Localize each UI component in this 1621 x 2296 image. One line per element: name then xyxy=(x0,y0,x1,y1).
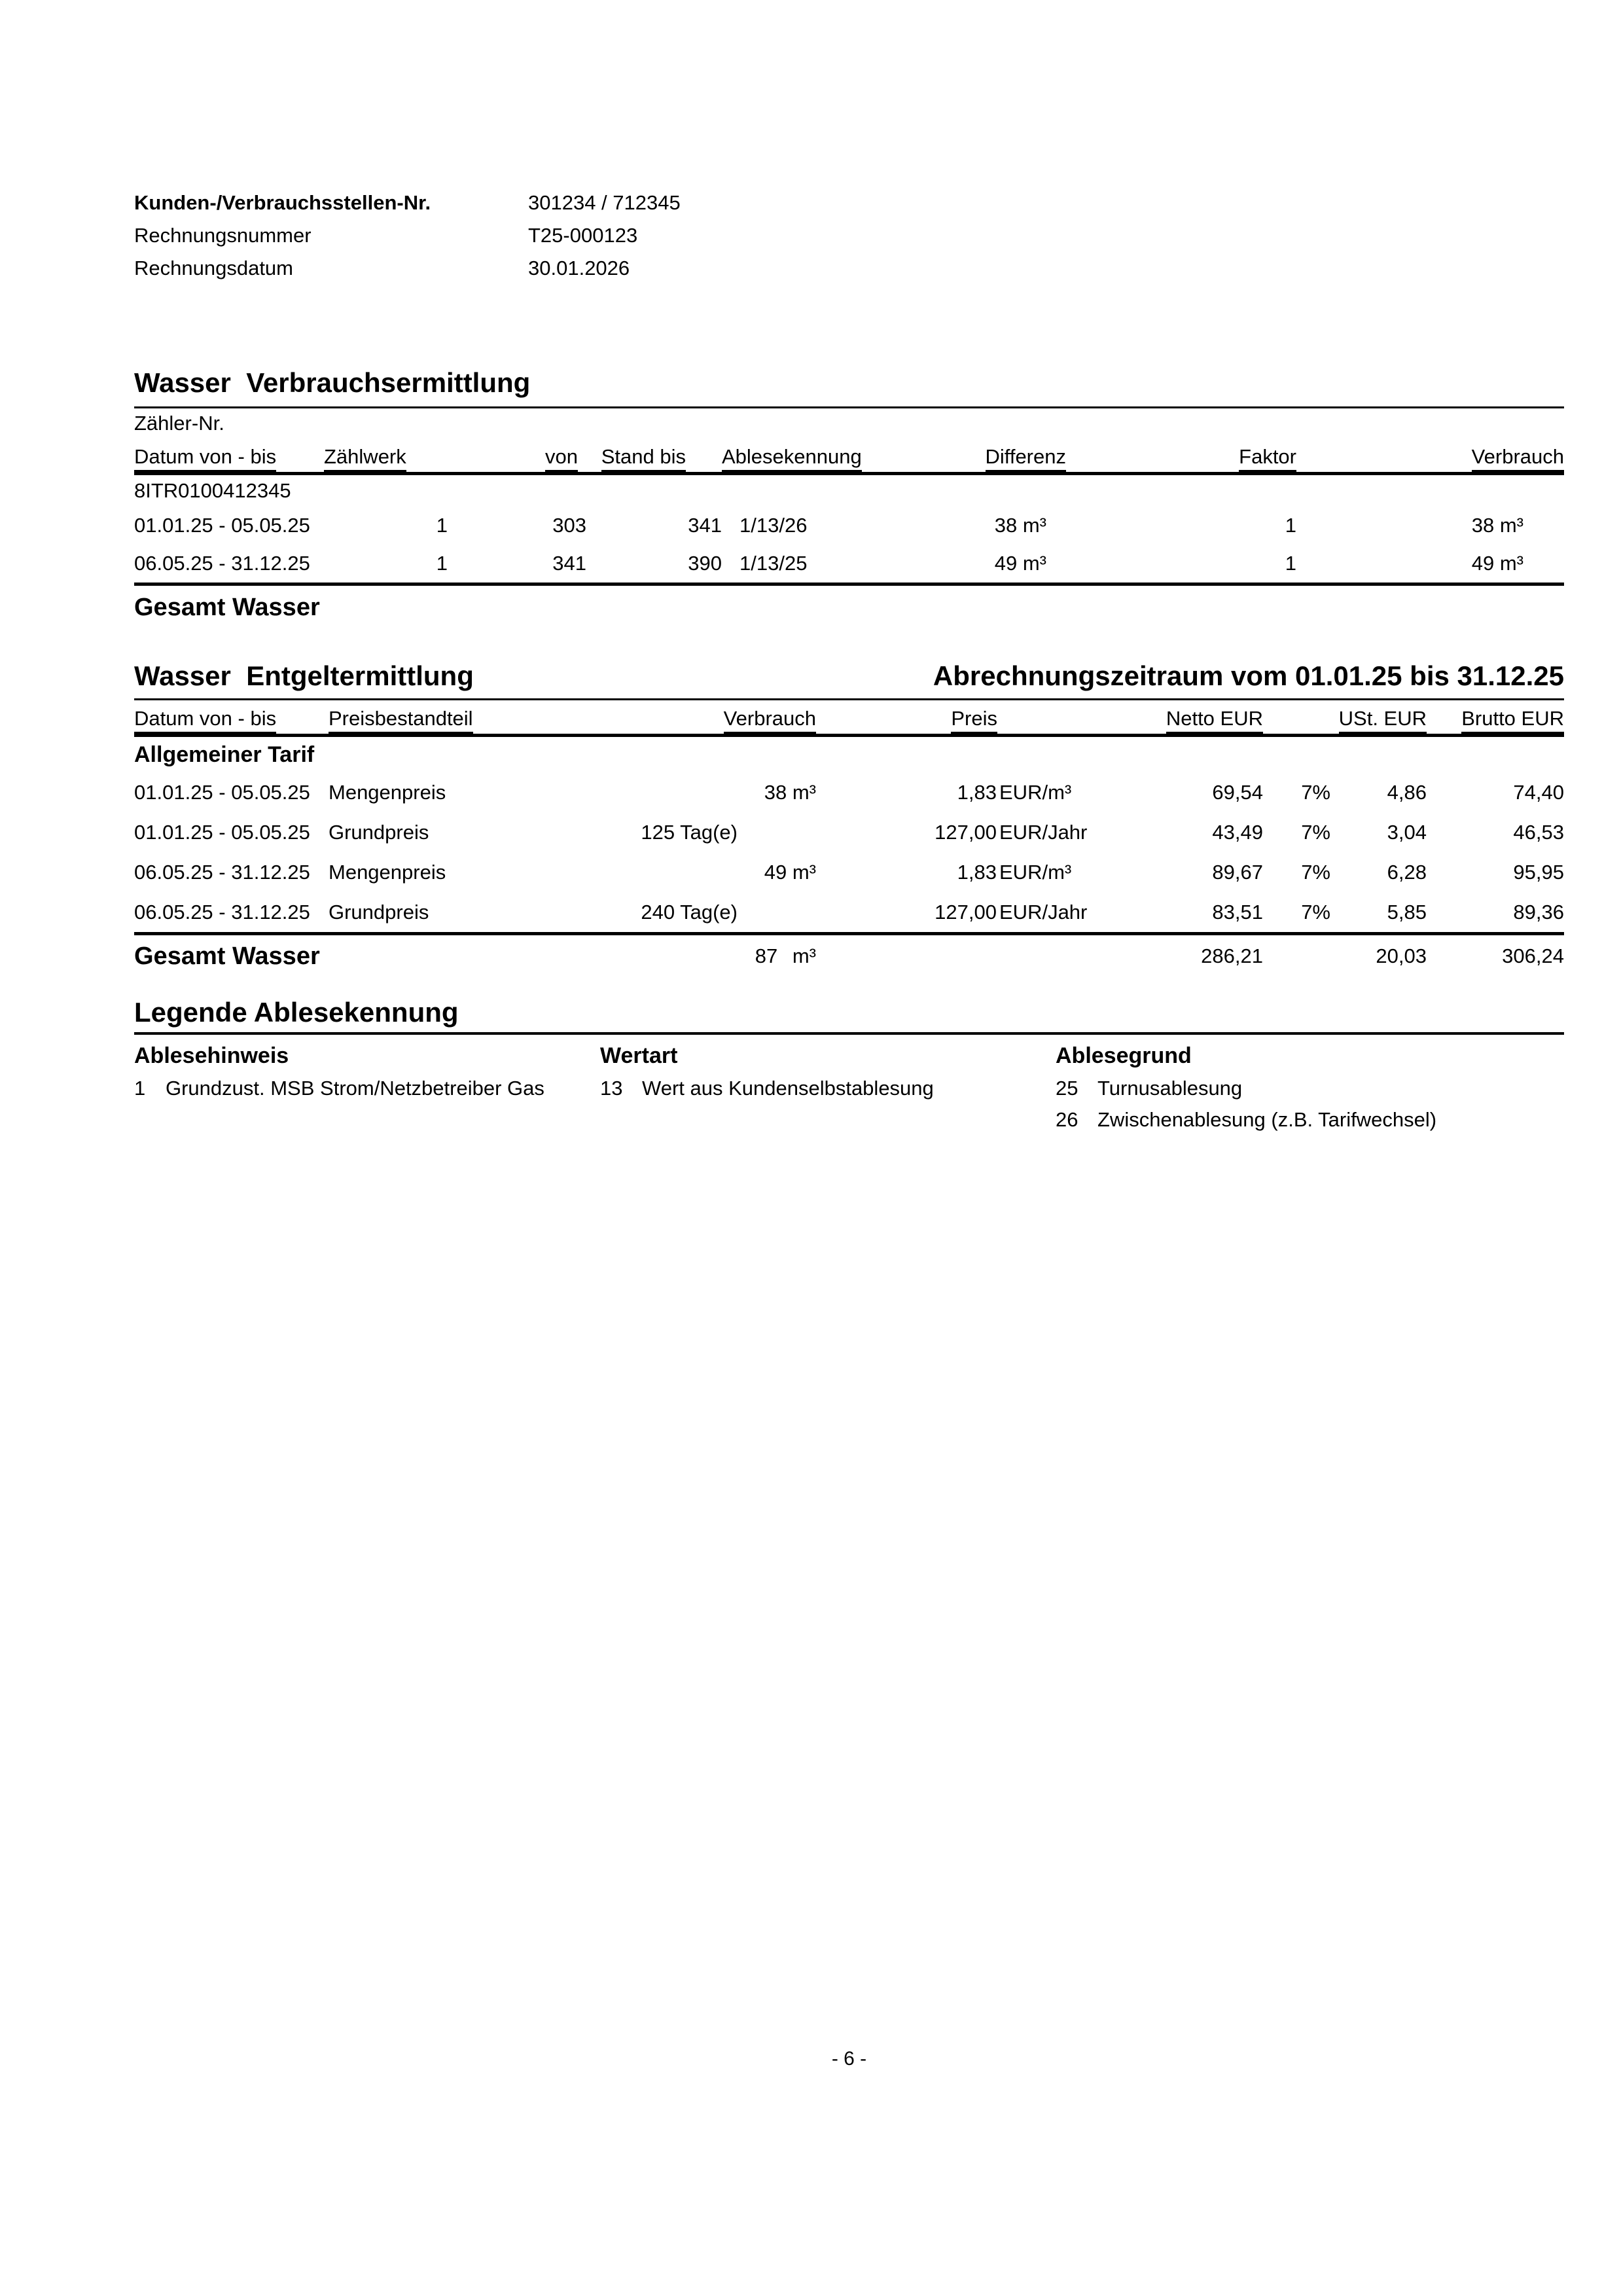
cell-zaehlwerk: 1 xyxy=(436,514,448,537)
col-header-preis: Preis xyxy=(816,700,1105,736)
total-verbrauch: 87 m³ xyxy=(524,934,816,978)
table-row xyxy=(134,507,1564,545)
verbrauchsermittlung-total-row xyxy=(134,584,1564,630)
cell-datum: 06.05.25 - 31.12.25 xyxy=(134,861,310,884)
entgeltermittlung-table xyxy=(134,700,1564,977)
legend-item-text: Turnusablesung xyxy=(1097,1077,1243,1100)
section-title-verbrauchsermittlung: Wasser Verbrauchsermittlung xyxy=(134,367,531,398)
legend-header: Ablesehinweis xyxy=(134,1043,289,1068)
col-header-brutto: Brutto EUR xyxy=(1427,700,1564,736)
col-header-zaehlwerk: Zählwerk xyxy=(324,439,451,474)
section-title-entgeltermittlung: Wasser Entgeltermittlung xyxy=(134,660,474,691)
entgeltermittlung-heading xyxy=(134,660,1564,692)
cell-ablesekennung: 1/13/25 xyxy=(739,552,808,575)
cell-ust-satz: 7% xyxy=(1301,781,1330,804)
meter-number-label: Zähler-Nr. xyxy=(134,412,224,435)
cell-netto: 89,67 xyxy=(1212,861,1263,884)
invoice-number-label: Rechnungsnummer xyxy=(134,224,312,247)
legend-column-ablesegrund xyxy=(1056,1035,1564,1136)
info-row-customer-number xyxy=(134,187,1564,219)
cell-netto: 43,49 xyxy=(1212,821,1263,844)
legend-header: Ablesegrund xyxy=(1056,1043,1192,1068)
col-header-verbrauch: Verbrauch xyxy=(1296,439,1564,474)
billing-period: Abrechnungszeitraum vom 01.01.25 bis 31.12.25 xyxy=(933,660,1564,691)
cell-datum: 01.01.25 - 05.05.25 xyxy=(134,781,310,804)
invoice-content xyxy=(0,0,1621,1136)
list-item xyxy=(1056,1104,1564,1136)
col-header-ablesekennung: Ablesekennung xyxy=(722,439,893,474)
cell-ust: 3,04 xyxy=(1387,821,1427,844)
cell-stand-von: 303 xyxy=(552,514,586,537)
info-row-invoice-number xyxy=(134,219,1564,252)
legend-item-code: 13 xyxy=(600,1077,623,1100)
list-item xyxy=(1056,1073,1564,1104)
cell-stand-von: 341 xyxy=(552,552,586,575)
legend-column-ablesehinweis xyxy=(134,1035,600,1136)
cell-faktor: 1 xyxy=(1285,552,1296,575)
cell-differenz: 38 m³ xyxy=(994,514,1046,537)
cell-differenz: 49 m³ xyxy=(994,552,1046,575)
meter-number-value: 8ITR0100412345 xyxy=(134,479,291,502)
col-header-preisbestandteil: Preisbestandteil xyxy=(329,700,524,736)
total-preis-empty xyxy=(816,934,1105,978)
cell-ust: 6,28 xyxy=(1387,861,1427,884)
customer-number-value: 301234 / 712345 xyxy=(528,191,681,214)
cell-zaehlwerk: 1 xyxy=(436,552,448,575)
list-item xyxy=(134,1073,600,1104)
col-header-ust-satz xyxy=(1263,700,1330,736)
cell-brutto: 46,53 xyxy=(1513,821,1564,844)
cell-verbrauch: 49 m³ xyxy=(764,861,816,884)
col-header-von: von xyxy=(451,439,586,474)
col-header-datum: Datum von - bis xyxy=(134,439,324,474)
invoice-date-value: 30.01.2026 xyxy=(528,257,630,279)
cell-datum: 06.05.25 - 31.12.25 xyxy=(134,552,310,575)
cell-ablesekennung: 1/13/26 xyxy=(739,514,808,537)
table-row xyxy=(134,812,1564,852)
col-header-stand-bis: Stand bis xyxy=(586,439,722,474)
total-label: Gesamt Wasser xyxy=(134,934,524,978)
total-netto: 286,21 xyxy=(1105,934,1263,978)
invoice-date-label: Rechnungsdatum xyxy=(134,257,293,279)
legend-item-code: 1 xyxy=(134,1077,146,1100)
invoice-info-block xyxy=(134,0,1564,285)
cell-preis: 1,83 EUR/m³ xyxy=(957,781,1072,804)
cell-verbrauch: 38 m³ xyxy=(764,781,816,804)
tariff-group-row xyxy=(134,736,1564,773)
cell-ust-satz: 7% xyxy=(1301,901,1330,924)
cell-preisbestandteil: Mengenpreis xyxy=(329,781,446,804)
table-row xyxy=(134,772,1564,812)
legend-item-code: 25 xyxy=(1056,1077,1078,1100)
cell-netto: 69,54 xyxy=(1212,781,1263,804)
cell-datum: 01.01.25 - 05.05.25 xyxy=(134,514,310,537)
legend-item-text: Zwischenablesung (z.B. Tarifwechsel) xyxy=(1097,1108,1437,1131)
customer-number-label: Kunden-/Verbrauchsstellen-Nr. xyxy=(134,191,431,214)
cell-ust-satz: 7% xyxy=(1301,821,1330,844)
legend-column-wertart xyxy=(600,1035,1056,1136)
legend-item-text: Grundzust. MSB Strom/Netzbetreiber Gas xyxy=(166,1077,544,1100)
cell-verbrauch: 49 m³ xyxy=(1471,552,1523,575)
legend-item-code: 26 xyxy=(1056,1108,1078,1131)
cell-ust-satz: 7% xyxy=(1301,861,1330,884)
cell-datum: 01.01.25 - 05.05.25 xyxy=(134,821,310,844)
total-ust-satz-empty xyxy=(1263,934,1330,978)
col-header-ust: USt. EUR xyxy=(1330,700,1427,736)
legend-columns xyxy=(134,1035,1564,1136)
cell-preisbestandteil: Mengenpreis xyxy=(329,861,446,884)
table-row xyxy=(134,852,1564,892)
cell-preis: 1,83 EUR/m³ xyxy=(957,861,1072,884)
cell-faktor: 1 xyxy=(1285,514,1296,537)
info-row-invoice-date xyxy=(134,252,1564,285)
cell-preis: 127,00 EUR/Jahr xyxy=(935,901,1088,924)
col-header-datum: Datum von - bis xyxy=(134,700,329,736)
cell-datum: 06.05.25 - 31.12.25 xyxy=(134,901,310,924)
page-number: - 6 - xyxy=(831,2048,867,2070)
total-ust: 20,03 xyxy=(1330,934,1427,978)
legend-item-text: Wert aus Kundenselbstablesung xyxy=(642,1077,934,1100)
verbrauchsermittlung-header-row xyxy=(134,439,1564,474)
legend-header: Wertart xyxy=(600,1043,678,1068)
col-header-verbrauch: Verbrauch xyxy=(524,700,816,736)
cell-preis: 127,00 EUR/Jahr xyxy=(935,821,1088,844)
list-item xyxy=(600,1073,1056,1104)
cell-stand-bis: 390 xyxy=(688,552,722,575)
meter-number-row xyxy=(134,474,1564,507)
cell-netto: 83,51 xyxy=(1212,901,1263,924)
cell-verbrauch: 240 Tag(e) xyxy=(641,901,738,924)
cell-preisbestandteil: Grundpreis xyxy=(329,821,429,844)
cell-stand-bis: 341 xyxy=(688,514,722,537)
total-label: Gesamt Wasser xyxy=(134,584,1564,630)
col-header-differenz: Differenz xyxy=(893,439,1066,474)
cell-verbrauch: 125 Tag(e) xyxy=(641,821,738,844)
cell-brutto: 89,36 xyxy=(1513,901,1564,924)
section-title-legende: Legende Ablesekennung xyxy=(134,997,459,1028)
total-brutto: 306,24 xyxy=(1427,934,1564,978)
cell-verbrauch: 38 m³ xyxy=(1471,514,1523,537)
verbrauchsermittlung-table xyxy=(134,439,1564,629)
col-header-faktor: Faktor xyxy=(1066,439,1296,474)
entgeltermittlung-total-row xyxy=(134,934,1564,978)
col-header-netto: Netto EUR xyxy=(1105,700,1263,736)
cell-ust: 5,85 xyxy=(1387,901,1427,924)
entgeltermittlung-header-row xyxy=(134,700,1564,736)
table-row xyxy=(134,892,1564,934)
invoice-number-value: T25-000123 xyxy=(528,224,638,247)
cell-preisbestandteil: Grundpreis xyxy=(329,901,429,924)
cell-ust: 4,86 xyxy=(1387,781,1427,804)
cell-brutto: 95,95 xyxy=(1513,861,1564,884)
tariff-group-label: Allgemeiner Tarif xyxy=(134,742,315,767)
table-row xyxy=(134,545,1564,584)
cell-brutto: 74,40 xyxy=(1513,781,1564,804)
